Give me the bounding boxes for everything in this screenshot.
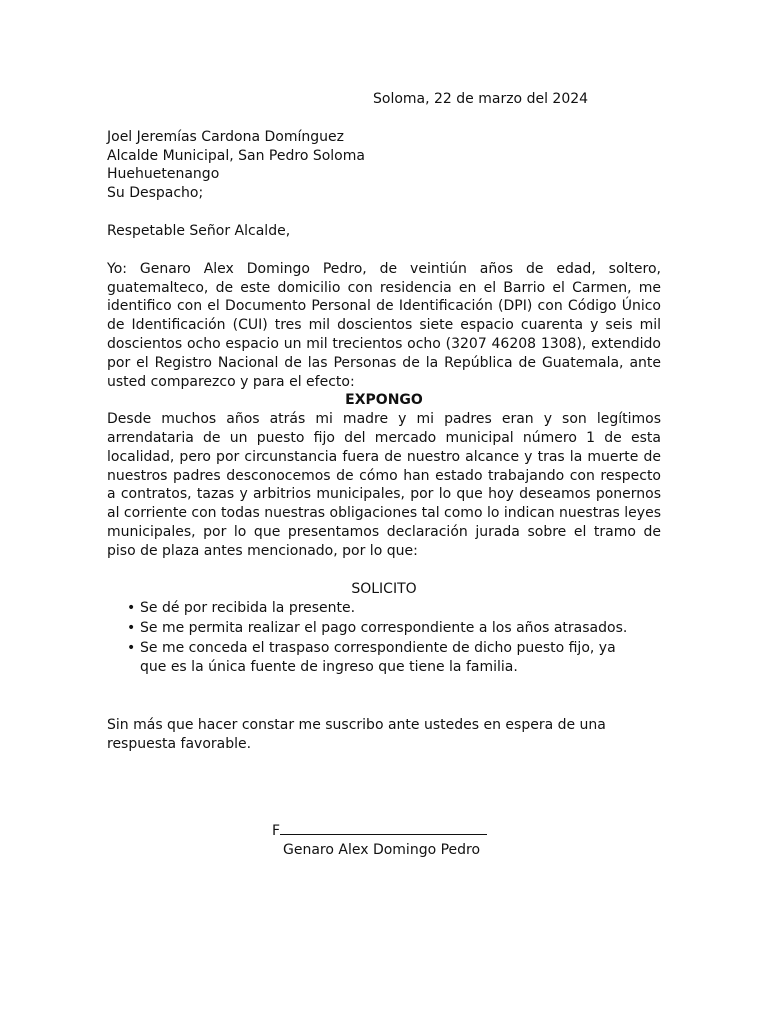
bullet-icon: •	[127, 640, 136, 657]
request-text: Se me conceda el traspaso correspondiente de dicho puesto fijo, ya que es la única fuente de ingreso que tiene la familia.	[140, 640, 616, 676]
closing-paragraph: Sin más que hacer constar me suscribo ante ustedes en espera de una respuesta favorable.	[107, 717, 606, 753]
spacer	[107, 561, 661, 580]
signature-prefix: F	[272, 823, 281, 839]
intro-paragraph: Yo: Genaro Alex Domingo Pedro, de veintiún años de edad, soltero, guatemalteco, de este domicilio con residencia en el Barrio el Carmen, me identifico con el Documento Personal de Identificación (DPI) con Código Único de Identificación (CUI) tres mil doscientos siete espacio cuarenta y seis mil doscientos ocho espacio un mil trecientos ocho (3207 46208 1308), extendido por el Registro Nacional de las Personas de la República de Guatemala, ante usted comparezco y para el efecto:	[107, 260, 661, 390]
bullet-icon: •	[127, 620, 136, 637]
recipient-block	[107, 128, 661, 203]
signature-block	[272, 820, 487, 860]
recipient-office: Su Despacho;	[107, 185, 204, 202]
list-item	[127, 619, 645, 638]
bullet-icon: •	[127, 600, 136, 617]
list-item	[127, 599, 645, 618]
request-text: Se me permita realizar el pago correspondiente a los años atrasados.	[140, 620, 628, 637]
recipient-place: Huehuetenango	[107, 166, 220, 183]
expongo-paragraph: Desde muchos años atrás mi madre y mi padres eran y son legítimos arrendataria de un puesto fijo del mercado municipal número 1 de esta localidad, pero por circunstancia fuera de nuestro alcance y tras la muerte de nuestros padres desconocemos de cómo han estado trabajando con respecto a contratos, tazas y arbitrios municipales, por lo que hoy deseamos ponernos al corriente con todas nuestras obligaciones tal como lo indican nuestras leyes municipales, por lo que presentamos declaración jurada sobre el tramo de piso de plaza antes mencionado, por lo que:	[107, 411, 661, 559]
list-item	[127, 639, 645, 677]
letter-body	[107, 90, 661, 754]
recipient-title: Alcalde Municipal, San Pedro Soloma	[107, 147, 365, 164]
signer-name: Genaro Alex Domingo Pedro	[283, 842, 481, 858]
letter-date: Soloma, 22 de marzo del 2024	[373, 91, 589, 107]
request-list	[107, 599, 645, 677]
solicito-heading: SOLICITO	[351, 580, 417, 597]
signature-rule	[280, 820, 487, 835]
recipient-name: Joel Jeremías Cardona Domínguez	[107, 128, 344, 145]
request-text: Se dé por recibida la presente.	[140, 600, 356, 617]
signature-line	[272, 820, 487, 841]
salutation: Respetable Señor Alcalde,	[107, 222, 291, 239]
expongo-heading: EXPONGO	[345, 392, 423, 409]
